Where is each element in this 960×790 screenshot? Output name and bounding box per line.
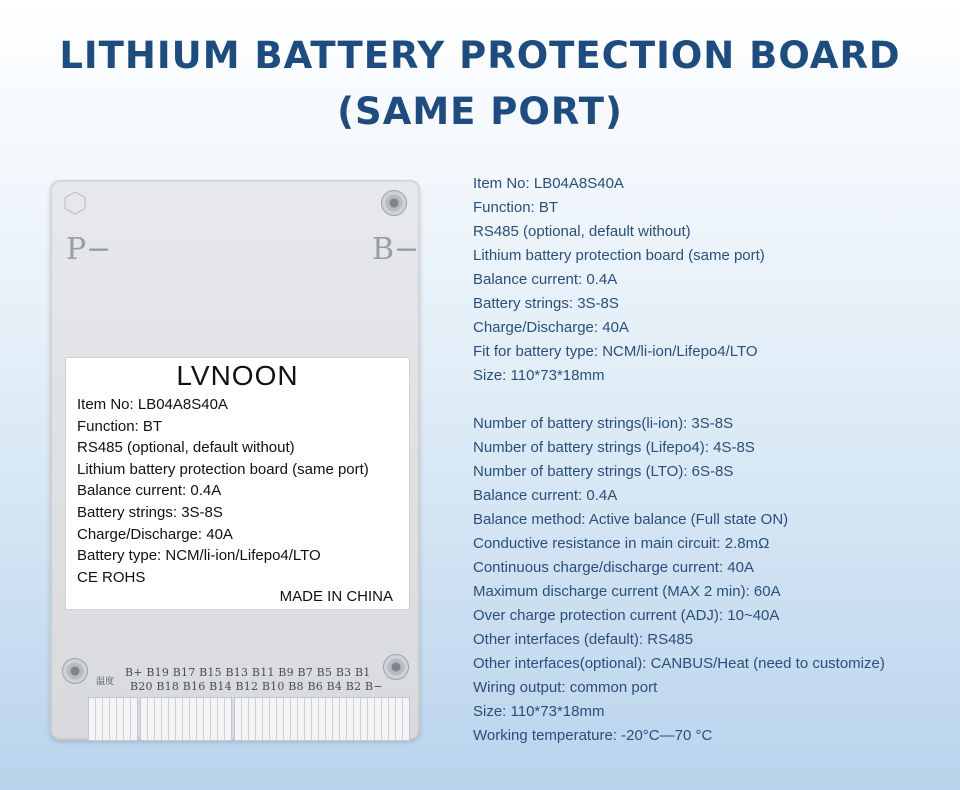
label-line: Balance current: 0.4A: [77, 482, 222, 500]
spec-line: Fit for battery type: NCM/li-ion/Lifepo4/LTO: [473, 343, 758, 360]
spec-line: Number of battery strings(li-ion): 3S-8S: [473, 415, 734, 432]
spec-line: Conductive resistance in main circuit: 2.8mΩ: [473, 535, 770, 552]
label-line: CE ROHS: [77, 568, 146, 586]
spec-line: Other interfaces (default): RS485: [473, 631, 694, 648]
label-line: RS485 (optional, default without): [77, 439, 295, 457]
page-title-line-2: (SAME PORT): [337, 90, 623, 133]
spec-line: Balance current: 0.4A: [473, 487, 618, 504]
spec-line: Size: 110*73*18mm: [473, 703, 605, 720]
pole-label-p-minus: P−: [66, 232, 112, 267]
label-line: Battery type: NCM/li-ion/Lifepo4/LTO: [77, 547, 321, 565]
spec-line: Working temperature: -20°C—70 °C: [473, 727, 713, 744]
spec-line: Number of battery strings (LTO): 6S-8S: [473, 463, 734, 480]
spec-line: Balance method: Active balance (Full state ON): [473, 511, 789, 528]
spec-spacer: [473, 388, 885, 412]
mounting-screw-icon: [381, 190, 407, 216]
label-line: Battery strings: 3S-8S: [77, 503, 223, 521]
spec-line: Battery strings: 3S-8S: [473, 295, 619, 312]
mounting-screw-icon: [62, 658, 88, 684]
label-line: Function: BT: [77, 417, 163, 435]
spec-line: Number of battery strings (Lifepo4): 4S-8S: [473, 439, 755, 456]
product-label-sticker: [65, 357, 410, 610]
spec-line: Continuous charge/discharge current: 40A: [473, 559, 755, 576]
connector-block: [140, 697, 232, 741]
spec-line: Charge/Discharge: 40A: [473, 319, 629, 336]
brand-name: LVNOON: [176, 360, 299, 391]
hex-screw-outline-icon: [62, 190, 88, 216]
spec-line: RS485 (optional, default without): [473, 223, 691, 240]
spec-line: Function: BT: [473, 199, 559, 216]
spec-line: Lithium battery protection board (same port): [473, 247, 765, 264]
page-title-line-1: LITHIUM BATTERY PROTECTION BOARD: [59, 34, 901, 77]
spec-list: [473, 172, 885, 748]
spec-line: Balance current: 0.4A: [473, 271, 618, 288]
spec-line: Maximum discharge current (MAX 2 min): 60A: [473, 583, 781, 600]
pole-label-b-minus: B−: [372, 232, 420, 267]
spec-line: Wiring output: common port: [473, 679, 658, 696]
label-line: Charge/Discharge: 40A: [77, 525, 233, 543]
pin-labels-row-1: B+ B19 B17 B15 B13 B11 B9 B7 B5 B3 B1: [125, 666, 371, 679]
made-in-text: MADE IN CHINA: [279, 588, 393, 605]
connector-block: [234, 697, 410, 741]
spec-line: Other interfaces(optional): CANBUS/Heat (need to customize): [473, 655, 885, 672]
label-line: Lithium battery protection board (same port): [77, 460, 369, 478]
label-line: Item No: LB04A8S40A: [77, 396, 228, 413]
spec-line: Over charge protection current (ADJ): 10~40A: [473, 607, 780, 624]
spec-line: Item No: LB04A8S40A: [473, 175, 624, 192]
protection-board-image: [50, 180, 420, 740]
temp-label: 温度: [96, 677, 115, 687]
mounting-screw-icon: [383, 654, 409, 680]
connector-block: [88, 697, 138, 741]
label-spec-list: [77, 394, 369, 588]
pin-labels-row-2: B20 B18 B16 B14 B12 B10 B8 B6 B4 B2 B−: [130, 680, 383, 693]
spec-line: Size: 110*73*18mm: [473, 367, 605, 384]
